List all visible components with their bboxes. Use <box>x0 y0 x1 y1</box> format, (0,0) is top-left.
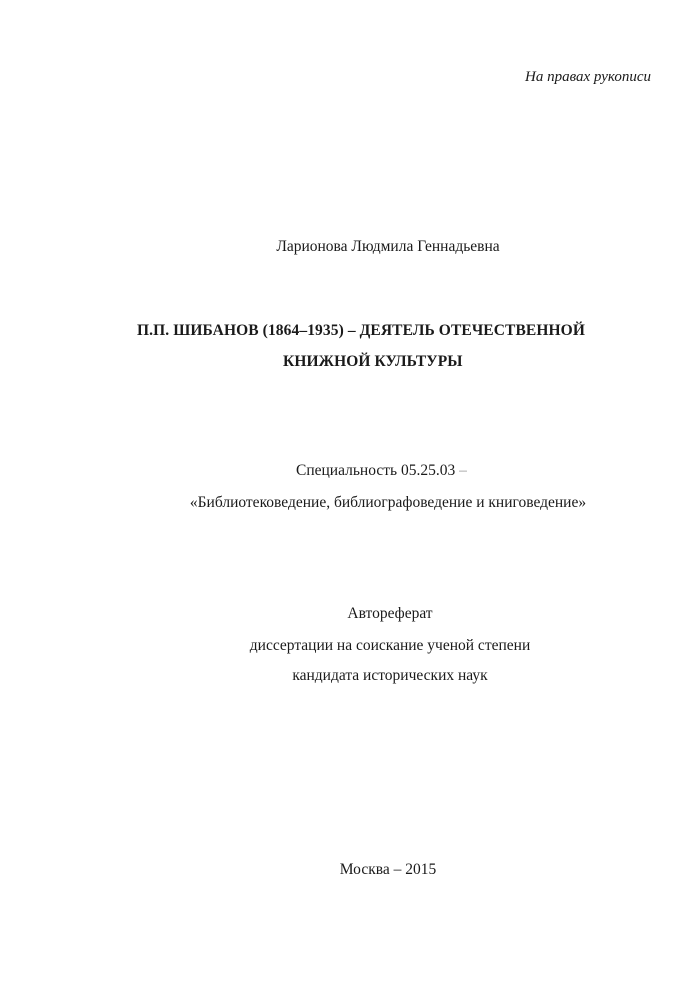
specialty-dash: – <box>459 462 467 479</box>
abstract-heading: Автореферат <box>347 605 433 622</box>
rights-notice: На правах рукописи <box>525 69 651 85</box>
author-name: Ларионова Людмила Геннадьевна <box>276 238 500 255</box>
specialty-label: Специальность 05.25.03 <box>296 462 456 479</box>
abstract-degree: кандидата исторических наук <box>292 667 488 684</box>
specialty-field: «Библиотековедение, библиографоведение и книговедение» <box>189 494 587 511</box>
city-year: Москва – 2015 <box>339 861 437 878</box>
dissertation-title-line-1: П.П. ШИБАНОВ (1864–1935) – ДЕЯТЕЛЬ ОТЕЧЕСТВЕННОЙ <box>137 322 585 339</box>
abstract-purpose: диссертации на соискание ученой степени <box>249 637 531 654</box>
specialty-code <box>296 461 467 481</box>
dissertation-title-line-2: КНИЖНОЙ КУЛЬТУРЫ <box>283 353 463 370</box>
